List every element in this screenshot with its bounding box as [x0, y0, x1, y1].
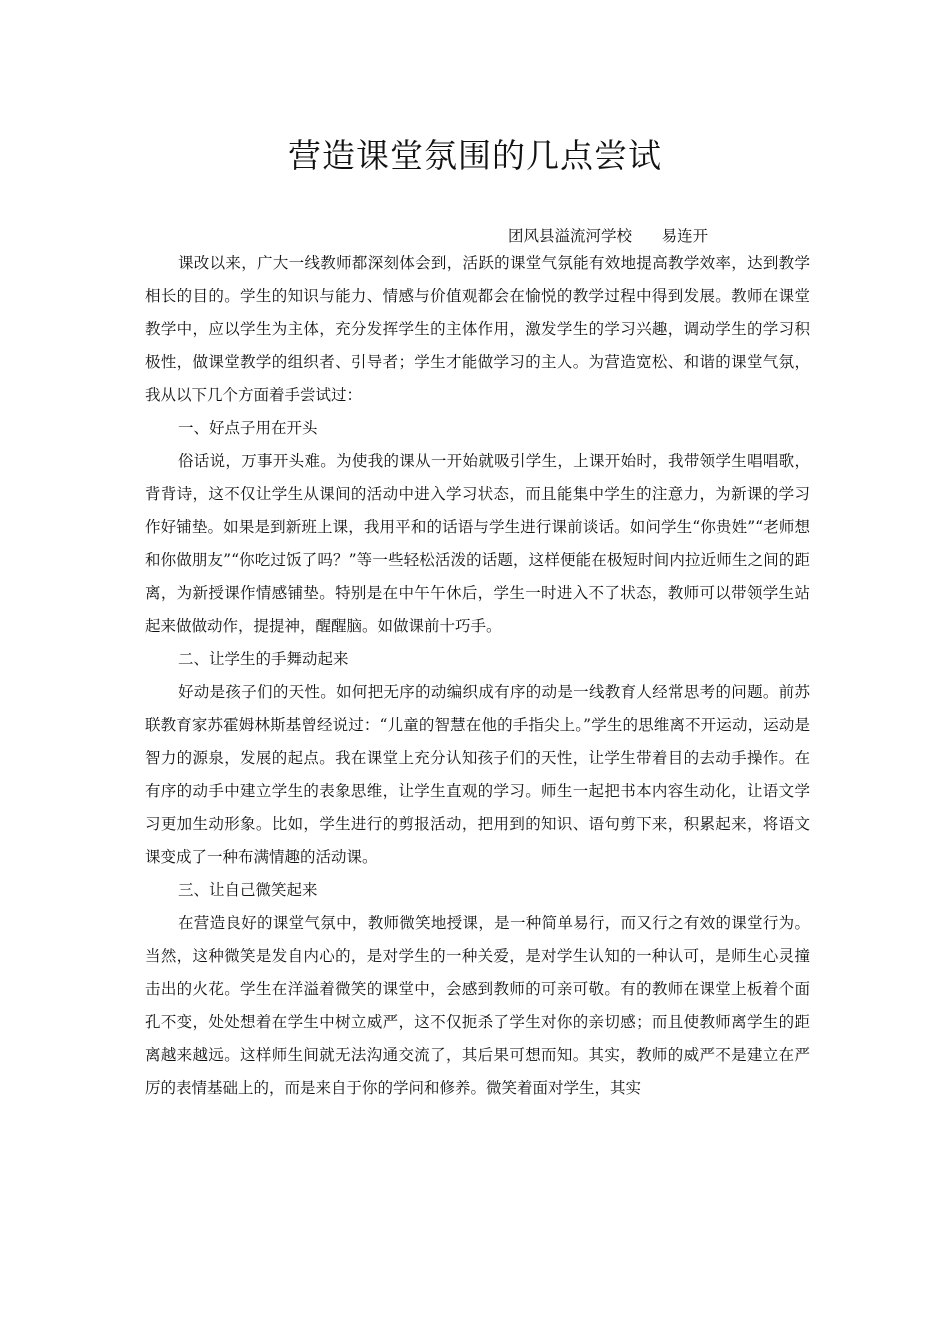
- section-heading-3: 三、让自己微笑起来: [178, 881, 318, 899]
- paragraph-section-2: 好动是孩子们的天性。如何把无序的动编织成有序的动是一线教育人经常思考的问题。前苏联教育家苏霍姆林斯基曾经说过：“儿童的智慧在他的手指尖上。”学生的思维离不开运动，运动是智力的源泉，发展的起点。我在课堂上充分认知孩子们的天性，让学生带着目的去动手操作。在有序的动手中建立学生的表象思维，让学生直观的学习。师生一起把书本内容生动化，让语文学习更加生动形象。比如，学生进行的剪报活动，把用到的知识、语句剪下来，积累起来，将语文课变成了一种布满情趣的活动课。: [145, 683, 810, 866]
- document-body: [145, 247, 810, 1105]
- section-heading-1: 一、好点子用在开头: [178, 419, 318, 437]
- document-title: 营造课堂氛围的几点尝试: [288, 136, 662, 175]
- paragraph-section-1: 俗话说，万事开头难。为使我的课从一开始就吸引学生，上课开始时，我带领学生唱唱歌，背背诗，这不仅让学生从课间的活动中进入学习状态，而且能集中学生的注意力，为新课的学习作好铺垫。如果是到新班上课，我用平和的话语与学生进行课前谈话。如问学生“你贵姓”“老师想和你做朋友”“你吃过饭了吗？”等一些轻松活泼的话题，这样便能在极短时间内拉近师生之间的距离，为新授课作情感铺垫。特别是在中午午休后，学生一时进入不了状态，教师可以带领学生站起来做做动作，提提神，醒醒脑。如做课前十巧手。: [145, 452, 810, 635]
- paragraph-section-3: 在营造良好的课堂气氛中，教师微笑地授课，是一种简单易行，而又行之有效的课堂行为。当然，这种微笑是发自内心的，是对学生的一种关爱，是对学生认知的一种认可，是师生心灵撞击出的火花。学生在洋溢着微笑的课堂中，会感到教师的可亲可敬。有的教师在课堂上板着个面孔不变，处处想着在学生中树立威严，这不仅扼杀了学生对你的亲切感；而且使教师离学生的距离越来越远。这样师生间就无法沟通交流了，其后果可想而知。其实，教师的威严不是建立在严厉的表情基础上的，而是来自于你的学问和修养。微笑着面对学生，其实: [145, 914, 810, 1097]
- section-heading-2: 二、让学生的手舞动起来: [178, 650, 349, 668]
- paragraph-intro: 课改以来，广大一线教师都深刻体会到，活跃的课堂气氛能有效地提高教学效率，达到教学相长的目的。学生的知识与能力、情感与价值观都会在愉悦的教学过程中得到发展。教师在课堂教学中，应以学生为主体，充分发挥学生的主体作用，激发学生的学习兴趣，调动学生的学习积极性，做课堂教学的组织者、引导者；学生才能做学习的主人。为营造宽松、和谐的课堂气氛，我从以下几个方面着手尝试过：: [145, 254, 810, 404]
- author-line: 团风县溢流河学校 易连开: [508, 227, 709, 245]
